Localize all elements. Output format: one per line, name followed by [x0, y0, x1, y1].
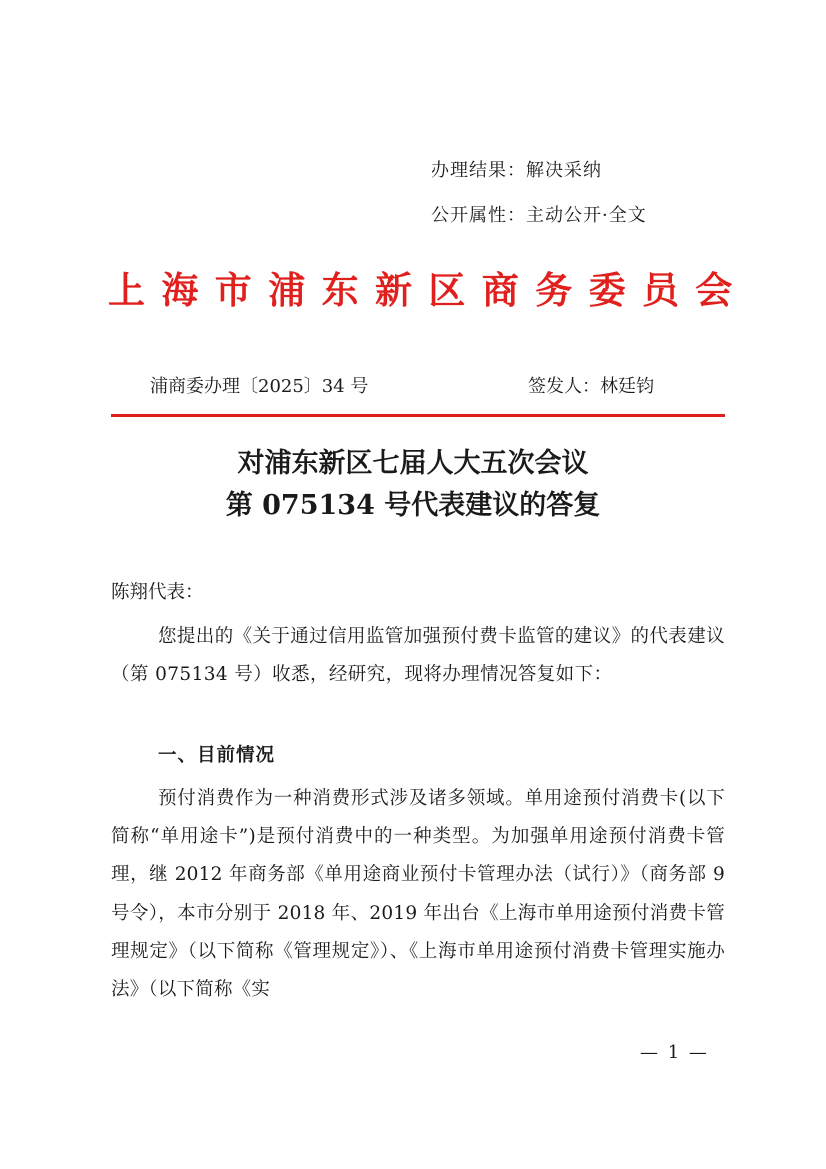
red-divider-line — [111, 414, 725, 417]
document-title — [0, 443, 826, 527]
issuing-organization-title: 上海市浦东新区商务委员会 — [108, 268, 749, 312]
disclosure-attribute: 公开属性：主动公开·全文 — [431, 205, 647, 226]
signer: 签发人：林廷钧 — [528, 376, 654, 397]
document-title-line-1: 对浦东新区七届人大五次会议 — [237, 448, 589, 479]
handling-result: 办理结果：解决采纳 — [431, 160, 602, 181]
body-paragraph-1: 您提出的《关于通过信用监管加强预付费卡监管的建议》的代表建议（第 075134 号）收悉，经研究，现将办理情况答复如下： — [111, 626, 726, 686]
page-number: — 1 — — [640, 1042, 709, 1063]
section-heading-current-situation: 一、目前情况 — [158, 745, 276, 766]
document-title-line-2: 第 075134 号代表建议的答复 — [225, 490, 601, 521]
document-number: 浦商委办理〔2025〕34 号 — [150, 376, 369, 397]
body-paragraph-2: 预付消费作为一种消费形式涉及诸多领域。单用途预付消费卡(以下简称“单用途卡”)是预付消费中的一种类型。为加强单用途预付消费卡管理，继 2012 年商务部《单用途商业预付卡管理办法（试行）》（商务部 9 号令），本市分别于 2018 年、2019 年出台《上海市单用途预付消费卡管理规定》（以下简称《管理规定》）、《上海市单用途预付消费卡管理实施办法》（以下简称《实 — [111, 788, 725, 1001]
salutation: 陈翔代表： — [111, 582, 204, 603]
